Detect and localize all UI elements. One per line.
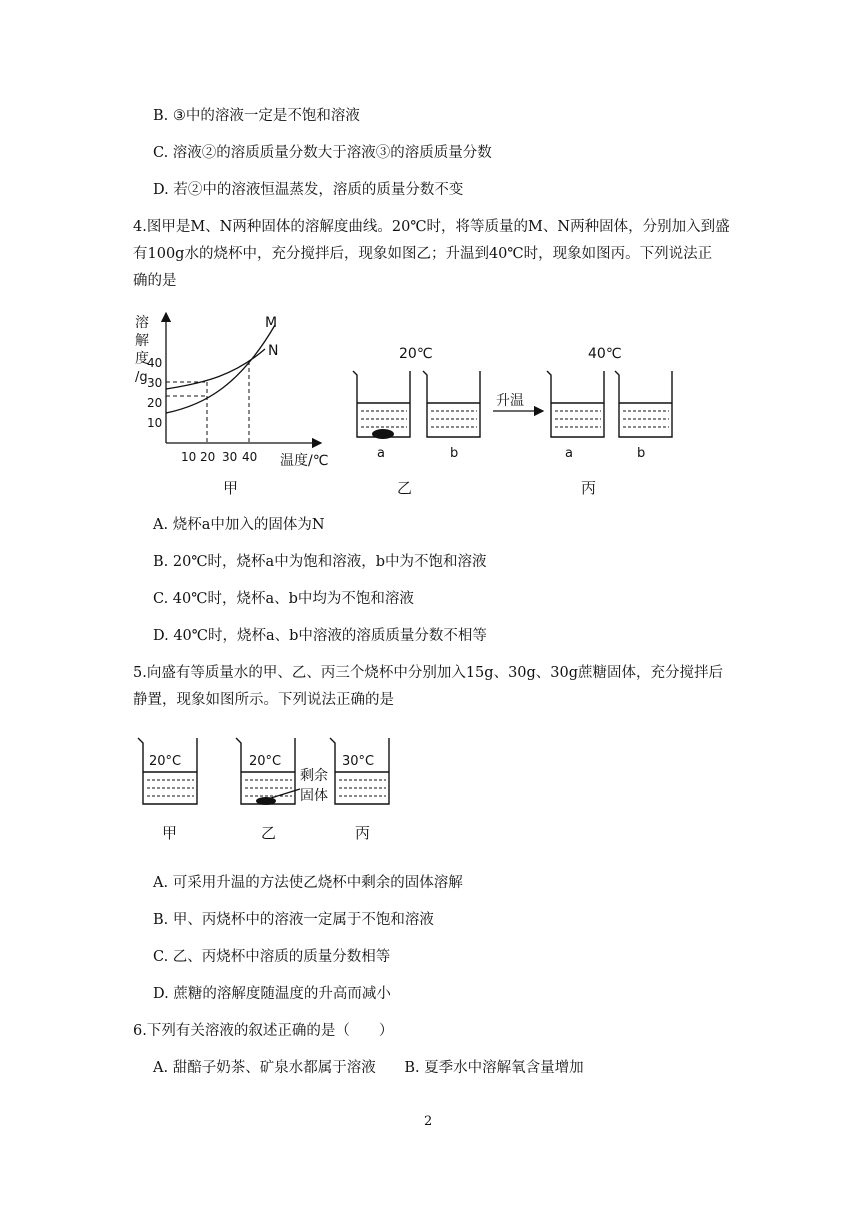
beaker-b-label: b: [637, 446, 646, 461]
curve-n: [166, 349, 265, 389]
beaker-b-bing: [615, 371, 672, 437]
curve-m-label: M: [265, 315, 278, 331]
xtick-label: 30: [222, 450, 238, 464]
temp-jia: 20°C: [149, 754, 182, 769]
caption-bing: 丙: [581, 479, 597, 497]
q4-option-c: C. 40℃时，烧杯a、b中均为不饱和溶液: [153, 591, 414, 607]
residue-label: 固体: [300, 788, 328, 804]
temp-bing: 40℃: [588, 346, 622, 362]
q6-option-a: A. 甜醅子奶茶、矿泉水都属于溶液: [153, 1060, 376, 1076]
q5-option-c: C. 乙、丙烧杯中溶质的质量分数相等: [153, 949, 391, 965]
caption-yi: 乙: [261, 824, 277, 842]
ytick-label: 20: [147, 396, 163, 410]
curve-m: [166, 325, 275, 413]
beaker-b-label: b: [450, 446, 459, 461]
option-b-prev: B. ③中的溶液一定是不饱和溶液: [153, 108, 360, 124]
beaker-a-label: a: [565, 446, 573, 461]
residue-label: 剩余: [300, 768, 328, 784]
beaker-a-label: a: [377, 446, 385, 461]
x-axis-label: 温度/℃: [280, 453, 329, 469]
option-c-prev: C. 溶液②的溶质质量分数大于溶液③的溶质质量分数: [153, 145, 492, 161]
q5-stem-line1: 5.向盛有等质量水的甲、乙、丙三个烧杯中分别加入15g、30g、30g蔗糖固体，充分搅拌后: [133, 665, 724, 681]
beaker-bing: [330, 738, 389, 804]
beaker-a-yi: [353, 371, 410, 439]
page-number: 2: [424, 1114, 433, 1129]
beaker-b-yi: [423, 371, 480, 437]
ytick-label: 40: [147, 356, 163, 370]
q4-option-d: D. 40℃时，烧杯a、b中溶液的溶质质量分数不相等: [153, 628, 487, 644]
q6-stem: 6.下列有关溶液的叙述正确的是（ ）: [133, 1023, 394, 1039]
temp-bing: 30°C: [342, 754, 375, 769]
ylabel-char: /g: [135, 370, 148, 385]
xtick-label: 20: [200, 450, 216, 464]
q5-option-d: D. 蔗糖的溶解度随温度的升高而减小: [153, 986, 391, 1002]
beaker-jia: [138, 738, 197, 804]
q6-option-b: B. 夏季水中溶解氧含量增加: [404, 1060, 584, 1076]
q6-options-row: [153, 1059, 584, 1077]
q4-stem-line2: 有100g水的烧杯中，充分搅拌后，现象如图乙；升温到40℃时，现象如图丙。下列说法正: [133, 246, 713, 262]
option-d-prev: D. 若②中的溶液恒温蒸发，溶质的质量分数不变: [153, 182, 464, 198]
q5-stem-line2: 静置，现象如图所示。下列说法正确的是: [133, 692, 394, 708]
q5-figure: [130, 732, 420, 847]
ylabel-char: 溶: [135, 315, 149, 331]
temp-yi: 20°C: [249, 754, 282, 769]
ylabel-char: 度: [135, 351, 149, 367]
q5-option-a: A. 可采用升温的方法使乙烧杯中剩余的固体溶解: [153, 875, 463, 891]
arrow-label: 升温: [496, 393, 524, 409]
caption-jia: 甲: [223, 479, 239, 497]
temp-yi: 20℃: [399, 346, 433, 362]
caption-yi: 乙: [397, 479, 413, 497]
ylabel-char: 解: [135, 333, 149, 349]
ytick-label: 30: [147, 376, 163, 390]
xtick-label: 40: [242, 450, 258, 464]
q4-option-a: A. 烧杯a中加入的固体为N: [153, 517, 325, 533]
caption-jia: 甲: [162, 824, 178, 842]
caption-bing: 丙: [355, 824, 371, 842]
curve-n-label: N: [268, 343, 279, 359]
beaker-a-bing: [547, 371, 604, 437]
xtick-label: 10: [181, 450, 197, 464]
q4-stem-line1: 4.图甲是M、N两种固体的溶解度曲线。20℃时，将等质量的M、N两种固体，分别加入到盛: [133, 219, 730, 235]
q4-figure: [125, 305, 685, 505]
ytick-label: 10: [147, 416, 163, 430]
q5-option-b: B. 甲、丙烧杯中的溶液一定属于不饱和溶液: [153, 912, 434, 928]
q4-option-b: B. 20℃时，烧杯a中为饱和溶液，b中为不饱和溶液: [153, 554, 487, 570]
beaker-yi: [236, 738, 300, 805]
q4-stem-line3: 确的是: [133, 273, 177, 289]
